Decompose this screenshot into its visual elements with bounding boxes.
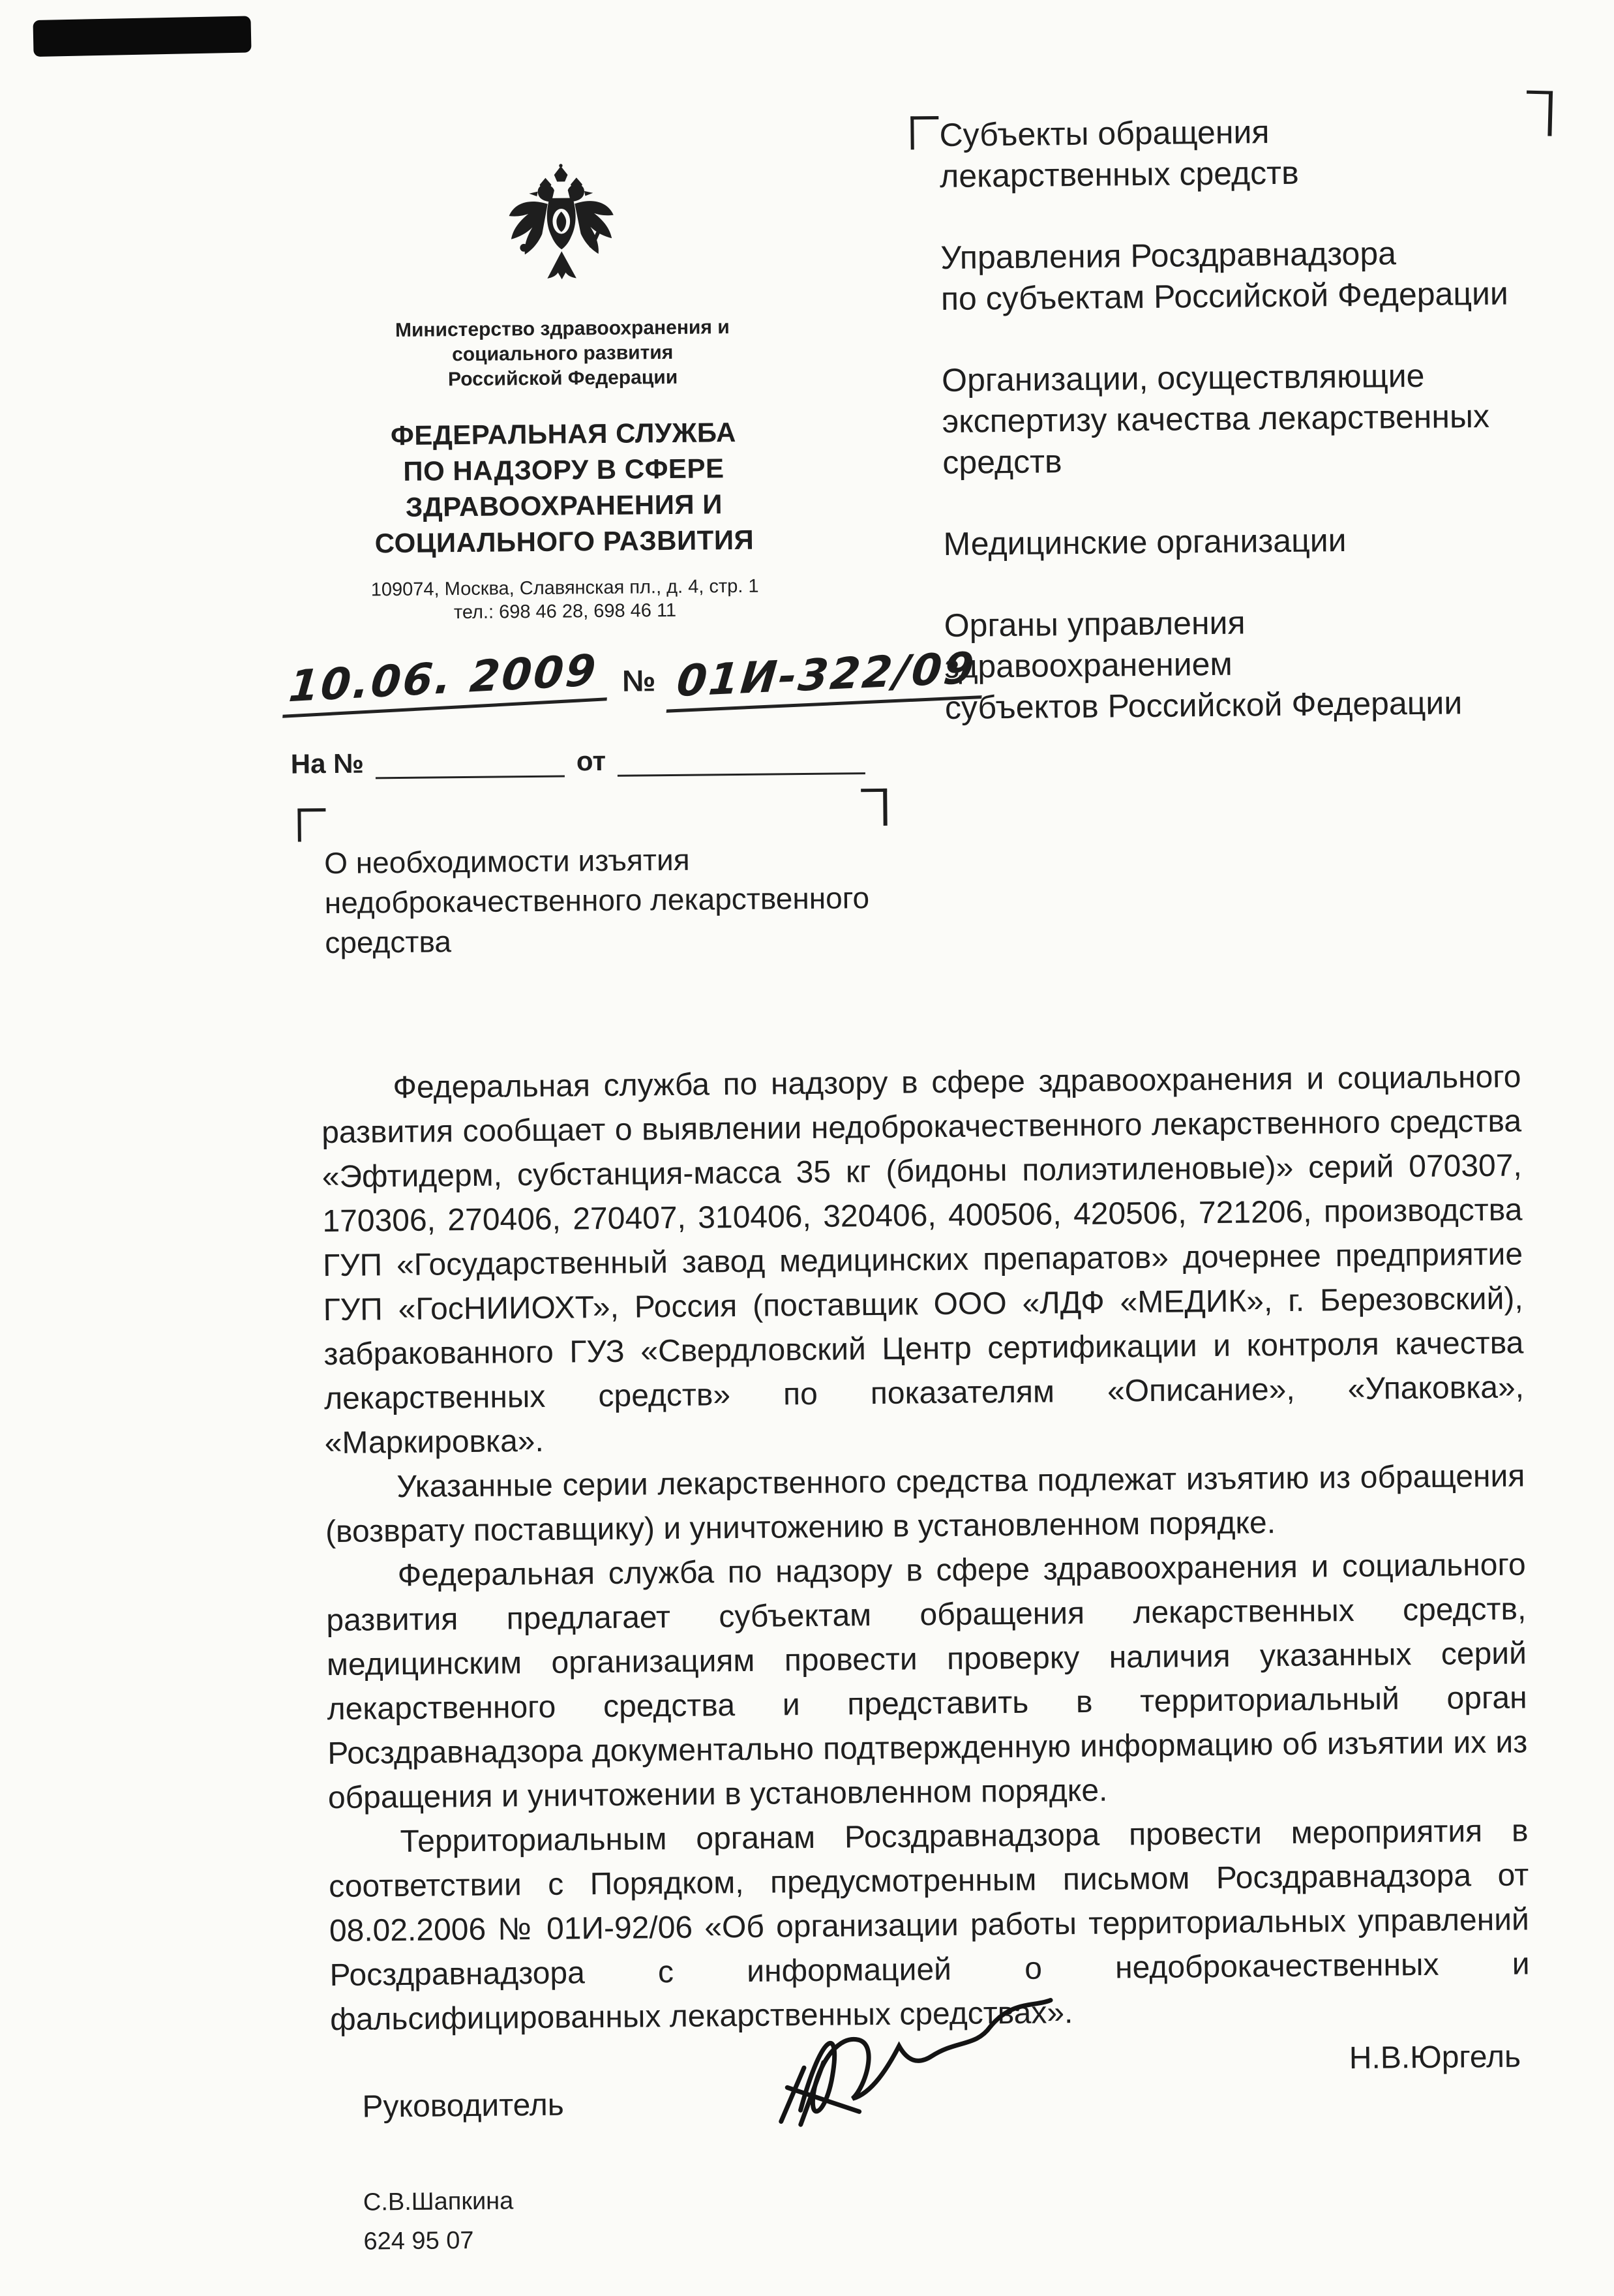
body-paragraph: Указанные серии лекарственного средства подлежат изъятию из обращения (возврату поставщику) и уничтожению в установленном порядке. (325, 1458, 1525, 1550)
handwritten-date: 10.06. 2009 (282, 644, 611, 718)
executor-block (363, 2181, 515, 2261)
letterhead (297, 160, 829, 626)
ref-date-blank (618, 744, 865, 777)
letter-subject: О необходимости изъятия недоброкачественного лекарственного средства (323, 842, 870, 960)
ref-from-label: от (576, 745, 606, 777)
signature-icon (760, 1987, 1075, 2153)
signer-name: Н.В.Юргель (1349, 2039, 1521, 2076)
recipients-block (939, 109, 1585, 769)
scanner-artifact-bar (33, 16, 251, 57)
corner-bracket-close-icon (861, 789, 888, 826)
ministry-name: Министерство здравоохранения и социального развития Российской Федерации (395, 316, 730, 391)
ref-prefix-label: На № (290, 748, 365, 779)
letter-body (321, 1055, 1530, 2043)
ref-number-blank (376, 746, 565, 779)
address-line: 109074, Москва, Славянская пл., д. 4, стр. 1 (370, 575, 759, 601)
number-sign-label: № (621, 663, 656, 698)
corner-bracket-open-icon (297, 808, 325, 841)
letterhead-address-block (301, 574, 829, 626)
recipient-item: Медицинские организации (943, 522, 1347, 562)
body-paragraph: Федеральная служба по надзору в сфере здравоохранения и социального развития сообщает о выявлении недоброкачественного лекарственного средства «Эфтидерм, субстанция-масса 35 кг (бидоны полиэтиленовые)» серий 070307, 170306, 270406, 270407, 310406, 320406, 400506, 420506, 721206, производства ГУП «Государственный завод медицинских препаратов» дочернее предприятие ГУП «ГосНИИОХТ», Россия (поставщик ООО «ЛДФ «МЕДИК», г. Березовский), забракованного ГУЗ «Свердловский Центр сертификации и контроля качества лекарственных средств» по показателям «Описание», «Упаковка», «Маркировка». (321, 1059, 1525, 1461)
recipient-item: Органы управления здравоохранением субъектов Российской Федерации (944, 604, 1463, 726)
executor-phone: 624 95 07 (363, 2226, 474, 2256)
body-paragraph: Территориальным органам Росздравнадзора провести мероприятия в соответствии с Порядком, предусмотренным письмом Росздравнадзора от 08.02.2006 № 01И-92/06 «Об организации работы территориальных управлений Росздравнадзора с информацией о недоброкачественных и фальсифицированных лекарственных средствах». (329, 1813, 1530, 2038)
coat-of-arms-icon (503, 162, 620, 302)
service-name: ФЕДЕРАЛЬНАЯ СЛУЖБА ПО НАДЗОРУ В СФЕРЕ ЗДРАВООХРАНЕНИЯ И СОЦИАЛЬНОГО РАЗВИТИЯ (374, 417, 755, 559)
executor-name: С.В.Шапкина (363, 2187, 514, 2216)
corner-bracket-open-icon (910, 116, 938, 149)
recipient-item: Управления Росздравнадзора по субъектам Российской Федерации (940, 235, 1509, 317)
recipient-item: Субъекты обращения лекарственных средств (939, 113, 1299, 194)
reference-row (291, 743, 866, 779)
signer-title: Руководитель (362, 2087, 564, 2124)
handwritten-number: 01И-322/09 (666, 642, 987, 713)
phone-line: тел.: 698 46 28, 698 46 11 (453, 599, 677, 624)
body-paragraph: Федеральная служба по надзору в сфере здравоохранения и социального развития предлагает субъектам обращения лекарственных средств, медицинским организациям провести проверку наличия указанных серий лекарственного средства и представить в территориальный орган Росздравнадзора документально подтвержденную информацию об изъятии их из обращения и уничтожении в установленном порядке. (326, 1547, 1528, 1816)
recipient-item: Организации, осуществляющие экспертизу качества лекарственных средств (941, 357, 1490, 481)
date-number-row (284, 642, 985, 712)
